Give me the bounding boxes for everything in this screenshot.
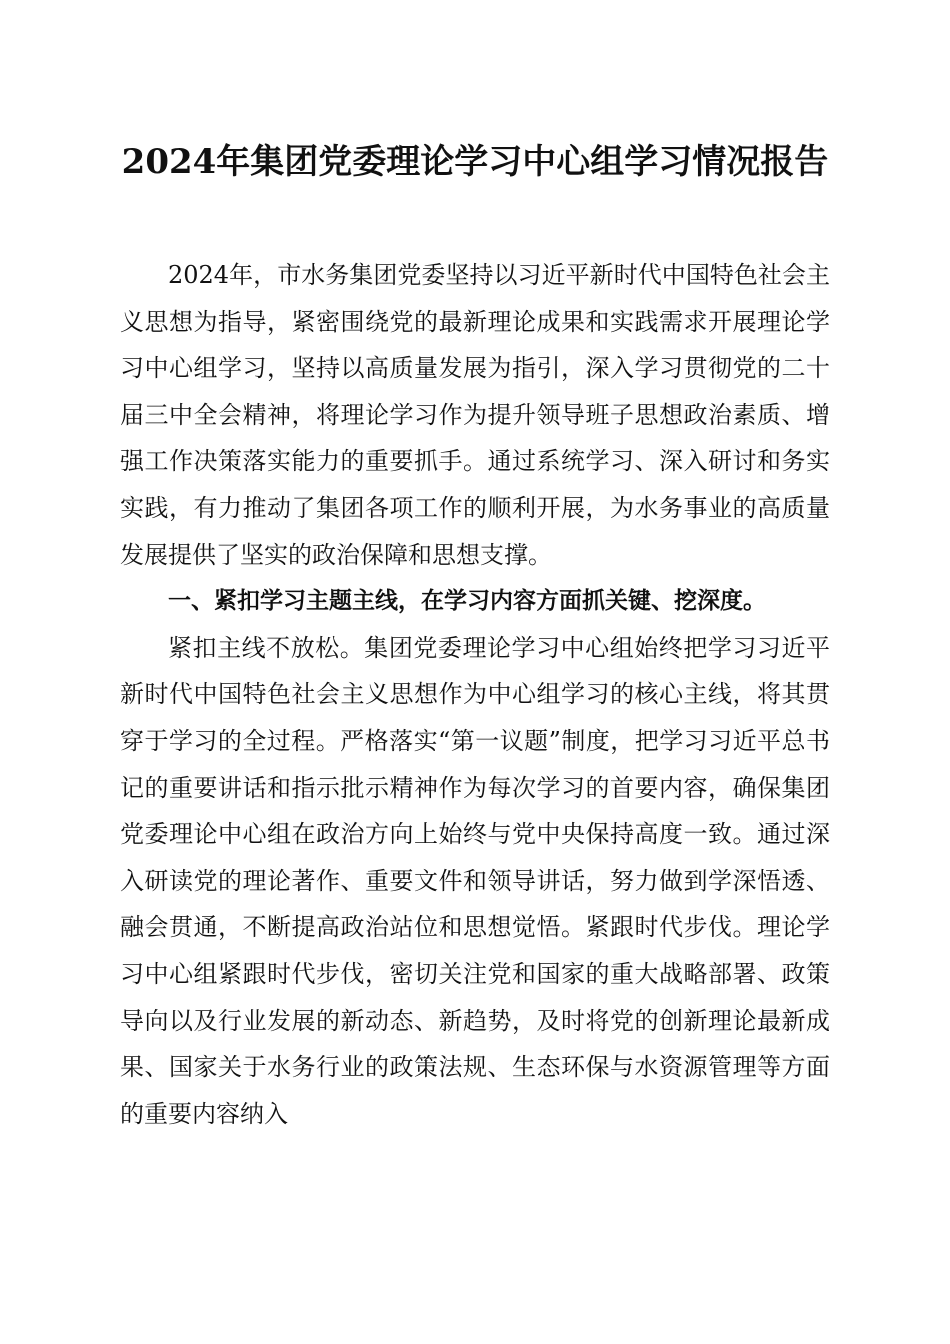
section-1-heading: 一、紧扣学习主题主线，在学习内容方面抓关键、挖深度。 [168,588,766,615]
intro-paragraph: 2024年，市水务集团党委坚持以习近平新时代中国特色社会主义思想为指导，紧密围绕党的最新理论成果和实践需求开展理论学习中心组学习，坚持以高质量发展为指引，深入学习贯彻党的二十届三中全会精神，将理论学习作为提升领导班子思想政治素质、增强工作决策落实能力的重要抓手。通过系统学习、深入研讨和务实实践，有力推动了集团各项工作的顺利开展，为水务事业的高质量发展提供了坚实的政治保障和思想支撑。 [120,261,830,569]
document-body [120,252,830,1137]
document-title: 2024年集团党委理论学习中心组学习情况报告 [121,142,829,182]
section-1-paragraph: 紧扣主线不放松。集团党委理论学习中心组始终把学习习近平新时代中国特色社会主义思想作为中心组学习的核心主线，将其贯穿于学习的全过程。严格落实“第一议题”制度，把学习习近平总书记的重要讲话和指示批示精神作为每次学习的首要内容，确保集团党委理论中心组在政治方向上始终与党中央保持高度一致。通过深入研读党的理论著作、重要文件和领导讲话，努力做到学深悟透、融会贯通，不断提高政治站位和思想觉悟。紧跟时代步伐。理论学习中心组紧跟时代步伐，密切关注党和国家的重大战略部署、政策导向以及行业发展的新动态、新趋势，及时将党的创新理论最新成果、国家关于水务行业的政策法规、生态环保与水资源管理等方面的重要内容纳入 [120,633,830,1128]
